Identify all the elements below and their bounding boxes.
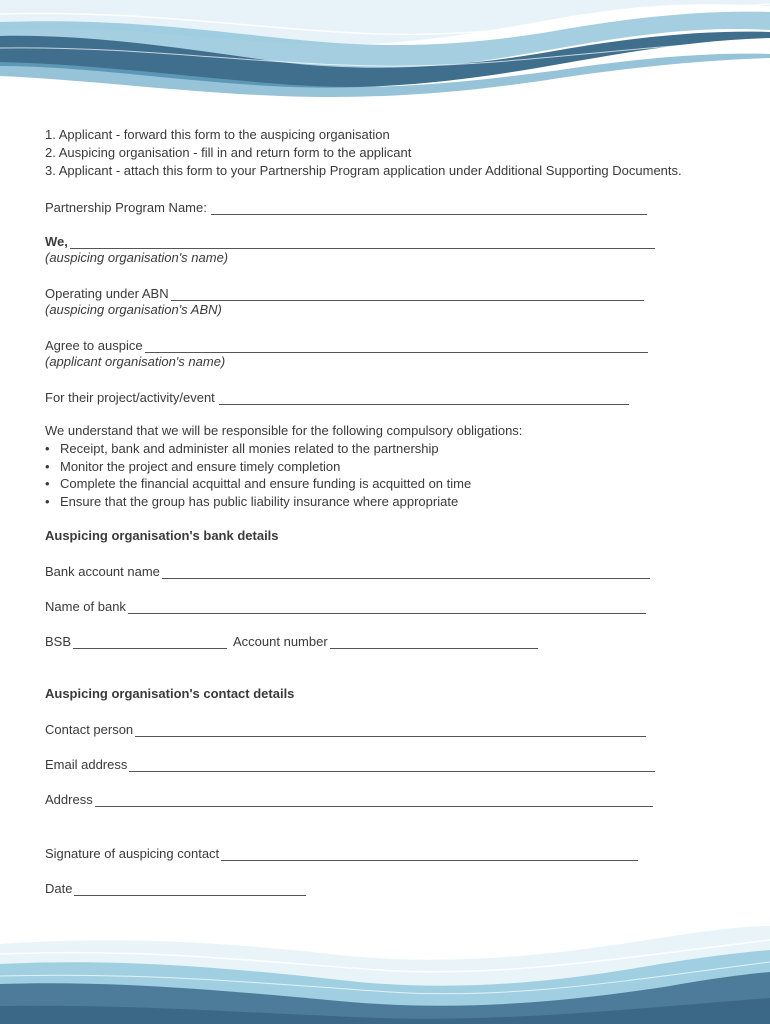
account-number-input-line[interactable] [330, 636, 538, 649]
obligation-item: • Receipt, bank and administer all monies related to the partnership [45, 440, 735, 458]
address-field [45, 789, 735, 807]
obligation-item: • Complete the financial acquittal and ensure funding is acquitted on time [45, 475, 735, 493]
date-input-line[interactable] [74, 883, 306, 896]
obligations-intro: We understand that we will be responsible for the following compulsory obligations: [45, 423, 523, 438]
address-label: Address [45, 792, 93, 807]
abn-label: Operating under ABN [45, 286, 169, 301]
account-number-label: Account number [233, 634, 328, 649]
signature-input-line[interactable] [221, 848, 638, 861]
footer-wave-decoration [0, 914, 770, 1024]
instruction-list [45, 126, 735, 180]
we-hint: (auspicing organisation's name) [45, 250, 229, 265]
project-field [45, 387, 735, 405]
instruction-step-1: 1. Applicant - forward this form to the auspicing organisation [45, 127, 390, 142]
project-label: For their project/activity/event [45, 390, 215, 405]
bank-name-label: Name of bank [45, 599, 126, 614]
auspice-label: Agree to auspice [45, 338, 143, 353]
abn-input-line[interactable] [171, 288, 644, 301]
header-wave-decoration [0, 0, 770, 100]
project-input-line[interactable] [219, 392, 629, 405]
auspice-field [45, 335, 735, 353]
we-label: We, [45, 234, 68, 249]
signature-field [45, 843, 735, 861]
contact-details-heading: Auspicing organisation's contact details [45, 686, 295, 701]
email-input-line[interactable] [129, 759, 655, 772]
email-field [45, 754, 735, 772]
instruction-step-2: 2. Auspicing organisation - fill in and return form to the applicant [45, 145, 412, 160]
obligation-item: • Monitor the project and ensure timely completion [45, 458, 735, 476]
bank-account-name-input-line[interactable] [162, 566, 650, 579]
obligation-item: • Ensure that the group has public liability insurance where appropriate [45, 493, 735, 511]
bank-account-name-field [45, 561, 735, 579]
obligations-list [45, 440, 735, 510]
we-field [45, 231, 735, 249]
auspice-hint: (applicant organisation's name) [45, 354, 226, 369]
program-name-label: Partnership Program Name: [45, 200, 207, 215]
contact-person-input-line[interactable] [135, 724, 646, 737]
bank-name-field [45, 596, 735, 614]
instruction-step-3: 3. Applicant - attach this form to your Partnership Program application under Additional Supporting Documents. [45, 163, 682, 178]
address-input-line[interactable] [95, 794, 653, 807]
bsb-input-line[interactable] [73, 636, 227, 649]
bank-details-heading: Auspicing organisation's bank details [45, 528, 279, 543]
auspicing-org-name-input-line[interactable] [70, 236, 655, 249]
email-label: Email address [45, 757, 128, 772]
signature-label: Signature of auspicing contact [45, 846, 220, 861]
contact-person-field [45, 719, 735, 737]
abn-field [45, 283, 735, 301]
abn-hint: (auspicing organisation's ABN) [45, 302, 222, 317]
bsb-label: BSB [45, 634, 72, 649]
contact-person-label: Contact person [45, 722, 134, 737]
date-label: Date [45, 881, 73, 896]
bank-account-name-label: Bank account name [45, 564, 160, 579]
applicant-org-name-input-line[interactable] [145, 340, 648, 353]
program-name-input-line[interactable] [211, 202, 647, 215]
program-name-field [45, 197, 735, 215]
bank-name-input-line[interactable] [128, 601, 646, 614]
date-field [45, 878, 735, 896]
form-body [45, 126, 735, 896]
bsb-account-field [45, 631, 735, 649]
